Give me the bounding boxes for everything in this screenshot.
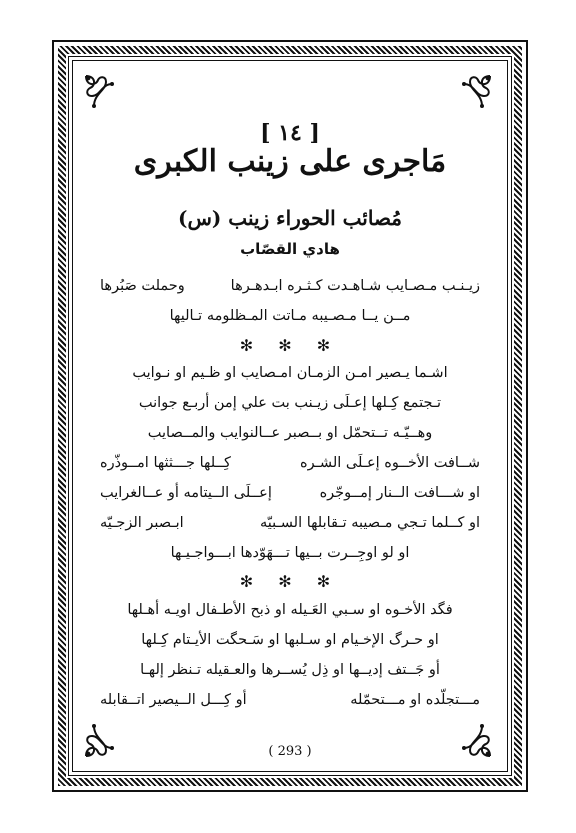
- verse-hemistich: وحملت صَبُرها: [100, 278, 185, 294]
- section-divider-stars: ✻ ✻ ✻: [239, 572, 341, 591]
- poem-number: [ ١٤ ]: [260, 120, 320, 146]
- verse-line: مــن يــا مـصـيبه مـاتت المـظلومه تـاليها: [169, 308, 411, 324]
- page-number: ( 293 ): [268, 744, 312, 759]
- verse-hemistich: شــافت الأخــوه إعـلَى الشـره: [300, 455, 480, 471]
- verse-line: أو جَــتف إديــها او ذِل يُســرها والعـقيله تـنظر إلهـا: [140, 662, 440, 678]
- verse-line: اشـما يـصير امـن الزمـان امـصايب او ظـيم او نـوايب: [132, 365, 448, 381]
- verse-line: تـجتمع كِـلها إعـلَى زيـنب بت علي إمن أربـع جوانب: [138, 395, 442, 411]
- verse-line: فگد الأخـوه او سـبي العَـيله او ذبح الأطـفال اويـه أهـلها: [127, 602, 453, 618]
- verse-line: او حـرگ الإخـيام او سـلبها او سَـحگت الأيـتام كِـلها: [141, 632, 439, 648]
- verse-line: او لو اوجِــرت بــيها تـــهَوّدها ابـــواجـيـها: [170, 545, 410, 561]
- verse-hemistich: زيـنـب مـصـايب شـاهـدت كـثـره ابـدهـرها: [230, 278, 480, 294]
- verse-line: [100, 515, 480, 531]
- verse-hemistich: او شـــافت الــنار إمــوجّره: [319, 485, 480, 501]
- verse-hemistich: أو كِـــل الــيصير اتــقابله: [100, 692, 247, 708]
- verse-hemistich: إعــلَى الــيتامه أو عــالغرايب: [100, 485, 272, 501]
- verse-line: [100, 278, 480, 294]
- page-content: [72, 60, 508, 772]
- verse-line: [100, 455, 480, 471]
- verse-hemistich: ابـصبر الزجـيّه: [100, 515, 184, 531]
- author-name: هادي القصّاب: [240, 240, 340, 258]
- verse-line: [100, 692, 480, 708]
- page-subtitle: مُصائب الحوراء زينب (س): [178, 206, 402, 230]
- verse-hemistich: كِــلها جـــثثها امــوذّره: [100, 455, 231, 471]
- verse-hemistich: او كــلما تـجي مـصيبه تـقابلها السـبيّه: [259, 515, 480, 531]
- verse-line: [100, 485, 480, 501]
- section-divider-stars: ✻ ✻ ✻: [239, 336, 341, 355]
- verse-line: وهــيّـه تــتحمّل او بــصبر عــالنوايب والمــصايب: [147, 425, 433, 441]
- verse-hemistich: مـــتجلّده او مـــتحمّله: [350, 692, 480, 708]
- page-title: مَاجرى على زينب الكبرى: [133, 144, 447, 179]
